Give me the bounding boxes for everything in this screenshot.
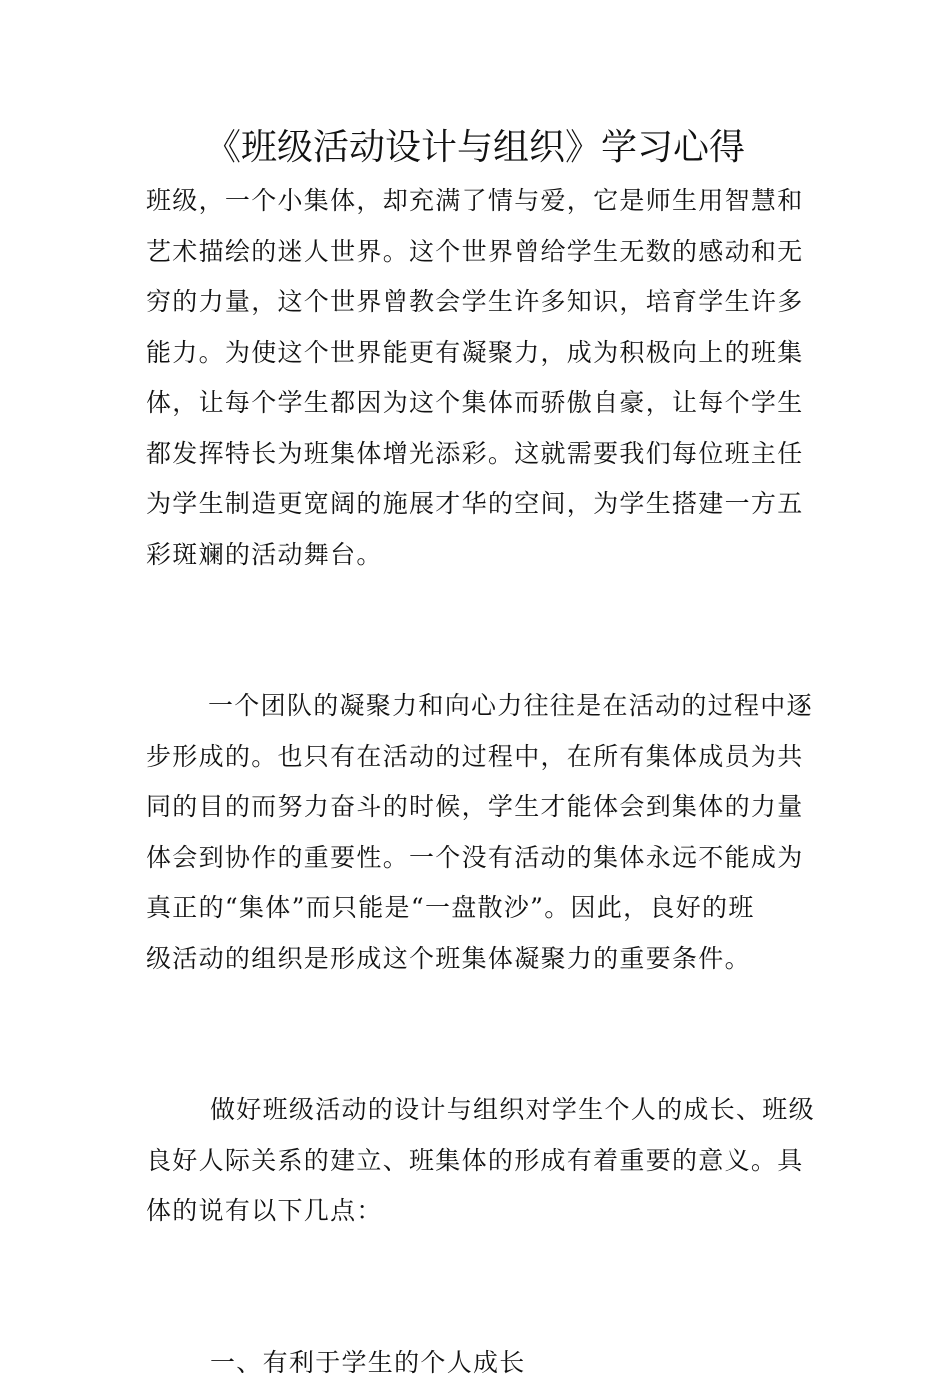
text-line: 班级，一个小集体，却充满了情与爱，它是师生用智慧和 bbox=[146, 176, 810, 227]
text-line: 能力。为使这个世界能更有凝聚力，成为积极向上的班集 bbox=[146, 328, 810, 379]
section-heading-text: 一、有利于学生的个人成长 bbox=[146, 1338, 810, 1388]
text-line: 体，让每个学生都因为这个集体而骄傲自豪，让每个学生 bbox=[146, 378, 810, 429]
paragraph-spacer bbox=[146, 1035, 810, 1086]
text-line: 一个团队的凝聚力和向心力往往是在活动的过程中逐 bbox=[146, 681, 810, 732]
text-line: 彩斑斓的活动舞台。 bbox=[146, 530, 810, 581]
text-line: 穷的力量，这个世界曾教会学生许多知识，培育学生许多 bbox=[146, 277, 810, 328]
text-line: 步形成的。也只有在活动的过程中，在所有集体成员为共 bbox=[146, 732, 810, 783]
paragraph-spacer bbox=[146, 1237, 810, 1288]
text-line: 艺术描绘的迷人世界。这个世界曾给学生无数的感动和无 bbox=[146, 227, 810, 278]
text-line: 级活动的组织是形成这个班集体凝聚力的重要条件。 bbox=[146, 934, 810, 985]
paragraph-1 bbox=[146, 176, 810, 580]
paragraph-spacer bbox=[146, 1287, 810, 1338]
text-line: 都发挥特长为班集体增光添彩。这就需要我们每位班主任 bbox=[146, 429, 810, 480]
document-title: 《班级活动设计与组织》学习心得 bbox=[0, 122, 950, 174]
document-body bbox=[146, 176, 810, 1388]
text-line: 体会到协作的重要性。一个没有活动的集体永远不能成为 bbox=[146, 833, 810, 884]
paragraph-spacer bbox=[146, 631, 810, 682]
text-line: 为学生制造更宽阔的施展才华的空间，为学生搭建一方五 bbox=[146, 479, 810, 530]
paragraph-spacer bbox=[146, 984, 810, 1035]
paragraph-2 bbox=[146, 681, 810, 984]
text-line: 真正的“集体”而只能是“一盘散沙”。因此，良好的班 bbox=[146, 883, 810, 934]
paragraph-3 bbox=[146, 1085, 810, 1237]
text-line: 同的目的而努力奋斗的时候，学生才能体会到集体的力量 bbox=[146, 782, 810, 833]
text-line: 良好人际关系的建立、班集体的形成有着重要的意义。具 bbox=[146, 1136, 810, 1187]
section-heading bbox=[146, 1338, 810, 1388]
text-line: 做好班级活动的设计与组织对学生个人的成长、班级 bbox=[146, 1085, 810, 1136]
text-line: 体的说有以下几点： bbox=[146, 1186, 810, 1237]
paragraph-spacer bbox=[146, 580, 810, 631]
